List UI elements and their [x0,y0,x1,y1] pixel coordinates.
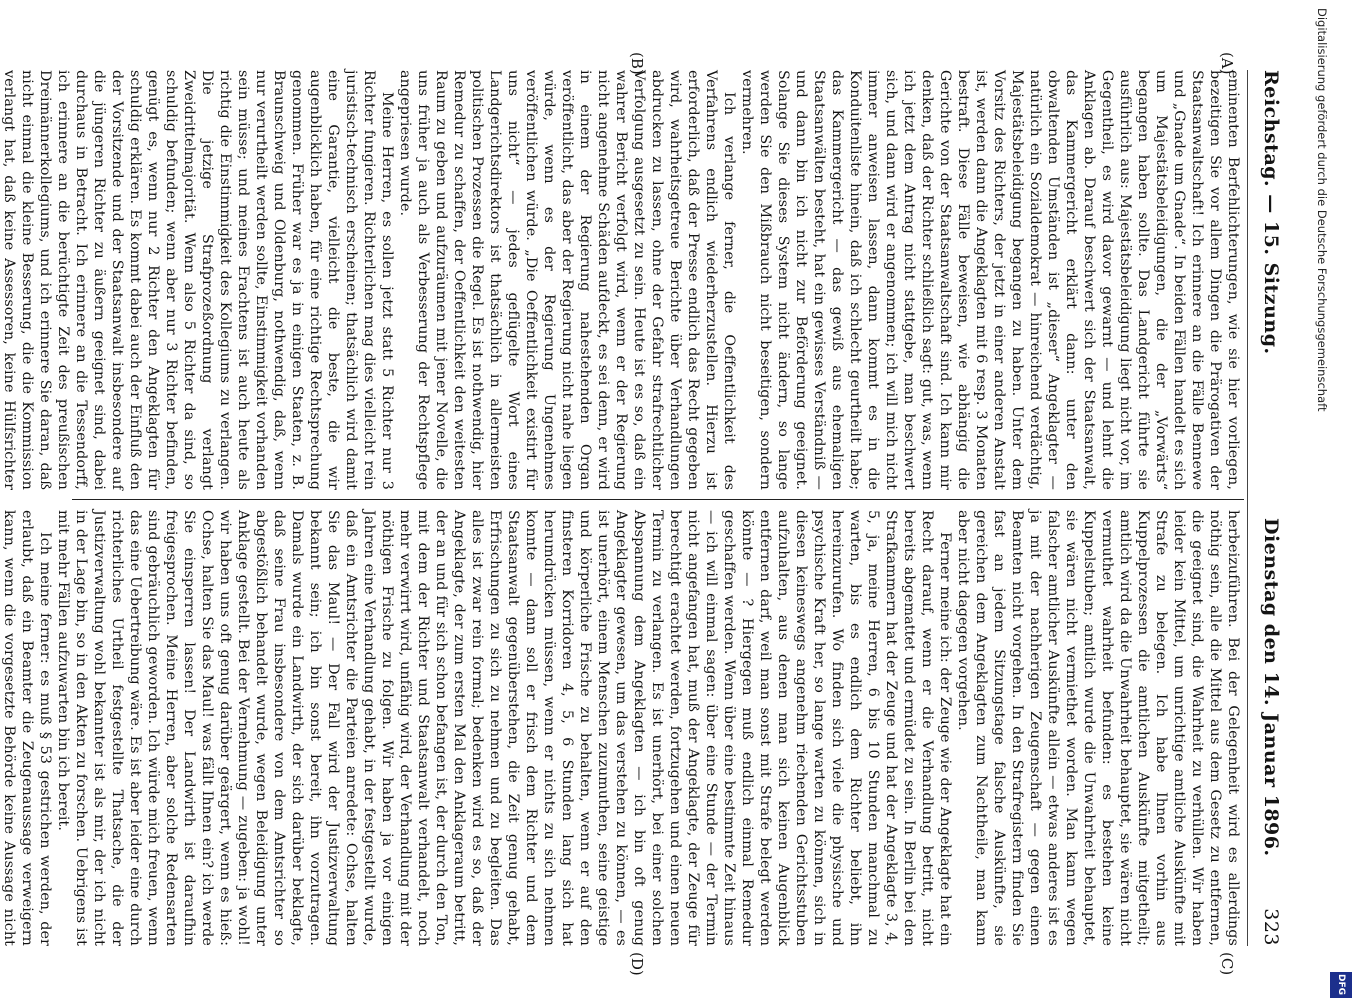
digitization-credit: Digitalisierung gefördert durch die Deutsche Forschungsgemeinschaft [1315,8,1329,412]
page-number: 323 [1260,908,1282,946]
paragraph: Meine Herren, es sollen jetzt statt 5 Richter nur 3 Richter fungieren. Richterlichen mag dies vielleicht rein juristisch-technisch erscheinen; thatsächlich wird damit eine Garantie, vielleicht die beste, die wir augenblicklich haben, für eine richtige Rechtsprechung genommen. Früher war es ja in einigen Staaten, z. B. Braunschweig und Oldenburg, nothwendig, daß, wenn nur verurtheilt werden sollte, Einstimmigkeit vorhanden sein müsse; und meines Erachtens ist auch heute als richtig die Einstimmigkeit des Kollegiums zu verlangen. Die jetzige Strafprozeßordnung verlangt Zweidrittelmajorität. Wenn also 5 Richter da sind, so schuldig befunden; wenn aber nur 3 Richter befinden, genügt es, wenn nur 2 Richter den Angeklagten für schuldig erklären. Es kommt dabei auch der Einfluß den der Vorsitzende und der Staatsanwalt insbesondere auf die jüngeren Richter zu äußern geeignet sind, dabei durchaus in Betracht. Ich erinnere an die Tessendorff, ich erinnere an die berüchtigte Zeit des preußischen Dreimännerkollegiums, und ich erinnere Sie daran, daß nicht einmal die kleine Besserung, die die Kommission verlangt hat, daß keine Assessoren, keine Hülfsrichter [1,70,395,490]
paragraph: Ich verlange ferner, die Oeffentlichkeit des Verfahrens endlich wiederherzustellen. Hierzu ist erforderlich, daß der Presse endlich das Recht gegeben wird, wahrheitsgetreue Berichte über Verhandlungen abdrucken zu lassen, ohne der Gefahr strafrechtlicher Verfolgung ausgesetzt zu sein. Heute ist es so, daß ein wahrer Bericht verfolgt wird, wenn er der Regierung nicht angenehme Schäden aufdeckt, es sei denn, er wird in einem der Regierung nahestehenden Organ veröffentlicht, das aber der Regierung nicht nahe liegen würde, wenn es der Regierung Ungenehmes veröffentlichen würde. „Die Oeffentlichkeit existirt für uns nicht“ — jedes geflügelte Wort eines Landgerichtsdirektors ist thatsächlich in allermeisten politischen Prozessen die Regel. Es ist nothwendig, hier Remedur zu schaffen, der Oeffentlichkeit den weitesten Raum zu geben und aufzuräumen mit jener Novelle, die uns früher ja auch als Verbesserung der Rechtspflege angepriesen wurde. [397,70,737,490]
margin-mark-c: (C) [1218,952,1236,976]
paragraph: eminenten Berfehlichterungen, wie sie hier vorliegen, bezeitigen Sie vor allem Dingen die Prärogativen der Staatsanwaltschaft! Ich erinnere an die Fälle Bennewe und „Gnade um Gnade“. In beiden Fällen handelt es sich um Majestätsbeleidigungen, die der „Vorwärts“ begangen haben sollte. Das Landgericht führte sie ausführlich aus: Majestätsbeleidigung liegt nicht vor, im Gegentheil, es wird davor gewarnt — und lehnt die Anklagen ab. Darauf beschwert sich der Staatsanwalt, das Kammergericht erklärt dann: unter den obwaltenden Umständen ist „dieser“ Angeklagter — natürlich ein Sozialdemokrat — hinreichend verdächtig, Majestätsbeleidigung begangen zu haben. Unter dem Vorsitz des Richters, der jetzt in einer anderen Anstalt ist, werden dann die Angeklagten mit 6 resp. 3 Monaten bestraft. Diese Fälle beweisen, wie abhängig die Gerichte von der Staatsanwaltschaft sind. Ich kann mir denken, daß der Richter schließlich sagt: gut, was, wenn ich jetzt dem Antrag nicht stattgebe, man beschwert sich, und dann wird er angenommen; ich will mich nicht immer anweisen lassen, dann kommt es in die Konduitenliste hinein, daß ich schlecht geurtheilt habe; das Kammergericht — das gewiß aus ehemaligen Staatsanwälten besteht, hat ein gewisses Verständniß — und dann bin ich nicht zur Beförderung geeignet. Solange Sie dieses System nicht ändern, so lange werden Sie den Mißbrauch nicht beseitigen, sondern vermehren. [739,70,1241,490]
right-text-column [1,510,1242,946]
paragraph: Ferner meine ich: der Zeuge wie der Angeklagte hat ein Recht darauf, wenn er die Verhandlung betritt, nicht bereits abgemattet und ermüdet zu sein. In Berlin bei den Strafkammern hat der Zeuge und hat der Angeklagte 3, 4, 5, ja, meine Herren, 6 bis 10 Stunden manchmal zu warten, bis es endlich dem Richter beliebt, ihn hereinzurufen. Wo finden sich viele die physische und psychische Kraft her, so lange warten zu können, sich in diesen keineswegs angenehm riechenden Gerichtsstuben aufzuhalten, aus denen man sich keinen Augenblick entfernen darf, weil man sonst mit Strafe belegt werden könnte — ? Hiergegen muß endlich einmal Remedur geschaffen werden. Wenn über eine bestimmte Zeit hinaus — ich will einmal sagen: über eine Stunde — der Termin nicht angefangen hat, muß der Angeklagte, der Zeuge für berechtigt erachtet werden, fortzugehen und einen neuen Termin zu verlangen. Es ist unerhört, bei einer solchen Abspannung dem Angeklagten — ich bin oft genug Angeklagter gewesen, um das verstehen zu können, — es ist unerhört, einem Menschen zuzumuthen, seine geistige und körperliche Frische zu behalten, wenn er auf den finsteren Korridoren 4, 5, 6 Stunden lang sich hat herumdrücken müssen, wenn er nichts zu sich nehmen konnte — dann soll er frisch dem Richter und dem Staatsanwalt gegenüberstehen, die Zeit genug gehabt, Erfrischungen zu sich zu nehmen und zu begleiten. Das alles ist zwar rein formal; bedenken wird es so, daß der Angeklagte, der zum ersten Mal den Anklageraum betritt, der an und für sich schon befangen ist, der durch den Ton, mit dem der Richter und Staatsanwalt verhandelt, noch mehr verwirrt wird, unfähig wird, der Verhandlung mit der nöthigen Frische zu folgen. Wir haben ja vor einigen Jahren eine Verhandlung gehabt, in der festgestellt wurde, daß ein Amtsrichter die Parteien anredete: Ochse, halten Sie das Maul! — Der Fall wird der Justizverwaltung bekannt sein; ich bin sonst bereit, ihn vorzutragen. Damals wurde ein Landwirth, der sich darüber beklagte, daß seine Frau insbesondere von dem Amtsrichter so abgestößlich behandelt wurde, wegen Beleidigung unter Anklage gestellt. Bei der Vernehmung — zugeben: ja wohl! wir haben uns oft genug darüber geärgert, wenn es hieß: Ochse, halten Sie das Maul! was fällt Ihnen ein? ich werde Sie einsperren lassen! Der Landwirth ist daraufhin freigesprochen. Meine Herren, aber solche Redensarten sind gebräuchlich geworden. Ich würde mich freuen, wenn das eine Uebertreibung wäre. Es ist aber leider eine durch richterliches Urtheil festgestellte Thatsache, die der Justizverwaltung wohl bekannter ist als mir, der ich nicht in der Lage bin, so in den Akten zu forschen. Uebrigens ist mit mehr Fällen aufzuwarten bin ich bereit. [55,510,953,946]
rotated-page-content [1,0,1300,1000]
running-head [1250,70,1288,946]
paragraph: herbeizuführen. Bei der Gelegenheit wird es allerdings nöthig sein, alle die Mittel aus dem Gesetz zu entfernen, die geeignet sind, die Wahrheit zu verhüllen. Wir haben leider kein Mittel, um unrichtige amtliche Auskünfte mit Strafe zu belegen. Ich habe Ihnen vorhin aus Kuppelprozessen die amtlichen Auskünfte mitgetheilt; amtlich wird da die Unwahrheit behauptet, sie wären nicht vermuthet wahrheit befunden: es bestehen keine Kuppelstuben; amtlich wurde die Unwahrheit behauptet, sie wären nicht vermiethet worden. Man kann wegen falscher amtlicher Auskünfte allein — etwas anderes ist es ja mit der nachherigen Zeugenschaft — gegen einen Beamten nicht vorgehen. In den Strafregistern finden Sie fast an jedem Sitzungstage falsche Auskünfte, sie gereichen dem Angeklagten zum Nachtheile, man kann aber nicht dagegen vorgehen. [955,510,1241,946]
header-date: Dienstag den 14. Januar 1896. [1260,518,1282,857]
margin-mark-d: (D) [628,952,646,976]
header-title: Reichstag. — 15. Sitzung. [1260,70,1282,355]
margin-mark-b: (B) [628,52,646,75]
margin-mark-a: (A) [1218,52,1236,75]
left-text-column [1,70,1242,490]
dfg-logo: DFG [1330,972,1352,998]
header-rule [1247,70,1248,946]
paragraph: Ich meine ferner: es muß § 53 gestrichen werden, der erlaubt, daß ein Beamter die Zeugenaussage verweigern kann, wenn die vorgesetzte Behörde keine Aussage nicht [1,510,53,946]
column-divider [72,499,1244,500]
